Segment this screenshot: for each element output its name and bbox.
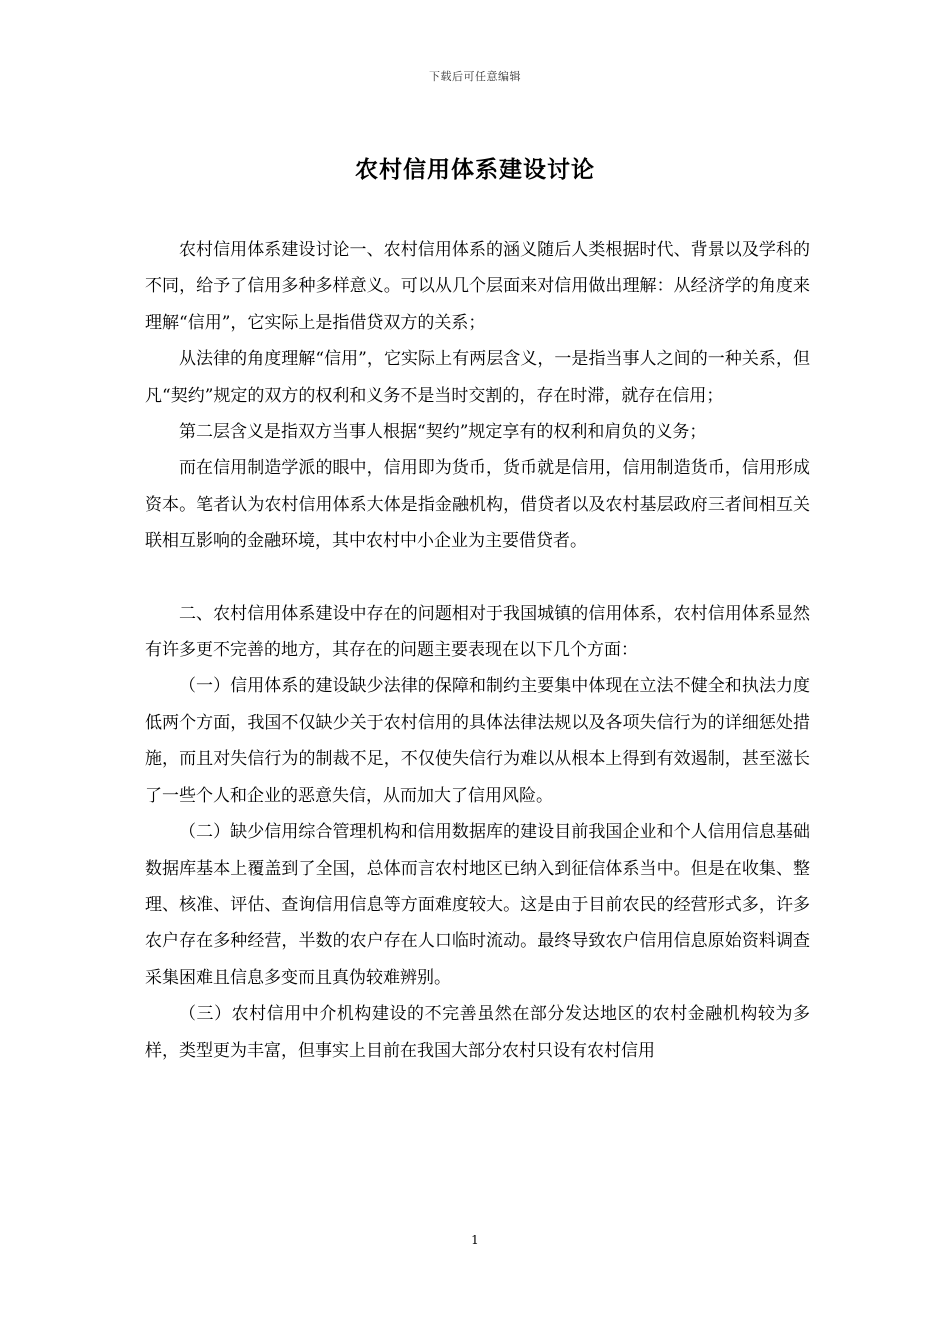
paragraph: 从法律的角度理解“信用”，它实际上有两层含义，一是指当事人之间的一种关系，但凡“契约”规定的双方的权利和义务不是当时交割的，存在时滞，就存在信用； (145, 349, 810, 406)
document-title: 农村信用体系建设讨论 (355, 157, 595, 183)
paragraph: 农村信用体系建设讨论一、农村信用体系的涵义随后人类根据时代、背景以及学科的不同，给予了信用多种多样意义。可以从几个层面来对信用做出理解：从经济学的角度来理解“信用”，它实际上是指借贷双方的关系； (145, 240, 810, 333)
paragraph: （三）农村信用中介机构建设的不完善虽然在部分发达地区的农村金融机构较为多样，类型更为丰富，但事实上目前在我国大部分农村只设有农村信用 (145, 1004, 810, 1061)
paragraph: 二、农村信用体系建设中存在的问题相对于我国城镇的信用体系，农村信用体系显然有许多更不完善的地方，其存在的问题主要表现在以下几个方面： (145, 603, 810, 661)
document-body (145, 232, 810, 1069)
paragraph: 第二层含义是指双方当事人根据“契约”规定享有的权利和肩负的义务； (179, 422, 707, 443)
paragraph: 而在信用制造学派的眼中，信用即为货币，货币就是信用，信用制造货币，信用形成资本。笔者认为农村信用体系大体是指金融机构，借贷者以及农村基层政府三者间相互关联相互影响的金融环境，其中农村中小企业为主要借贷者。 (145, 458, 810, 552)
paragraph-spacer (145, 560, 810, 596)
header-note: 下载后可任意编辑 (429, 70, 521, 83)
paragraph: （一）信用体系的建设缺少法律的保障和制约主要集中体现在立法不健全和执法力度低两个方面，我国不仅缺少关于农村信用的具体法律法规以及各项失信行为的详细惩处措施，而且对失信行为的制裁不足，不仅使失信行为难以从根本上得到有效遏制，甚至滋长了一些个人和企业的恶意失信，从而加大了信用风险。 (145, 676, 810, 806)
paragraph: （二）缺少信用综合管理机构和信用数据库的建设目前我国企业和个人信用信息基础数据库基本上覆盖到了全国，总体而言农村地区已纳入到征信体系当中。但是在收集、整理、核准、评估、查询信用信息等方面难度较大。这是由于目前农民的经营形式多，许多农户存在多种经营，半数的农户存在人口临时流动。最终导致农户信用信息原始资料调查采集困难且信息多变而且真伪较难辨别。 (145, 822, 810, 988)
page-number: 1 (471, 1233, 479, 1247)
